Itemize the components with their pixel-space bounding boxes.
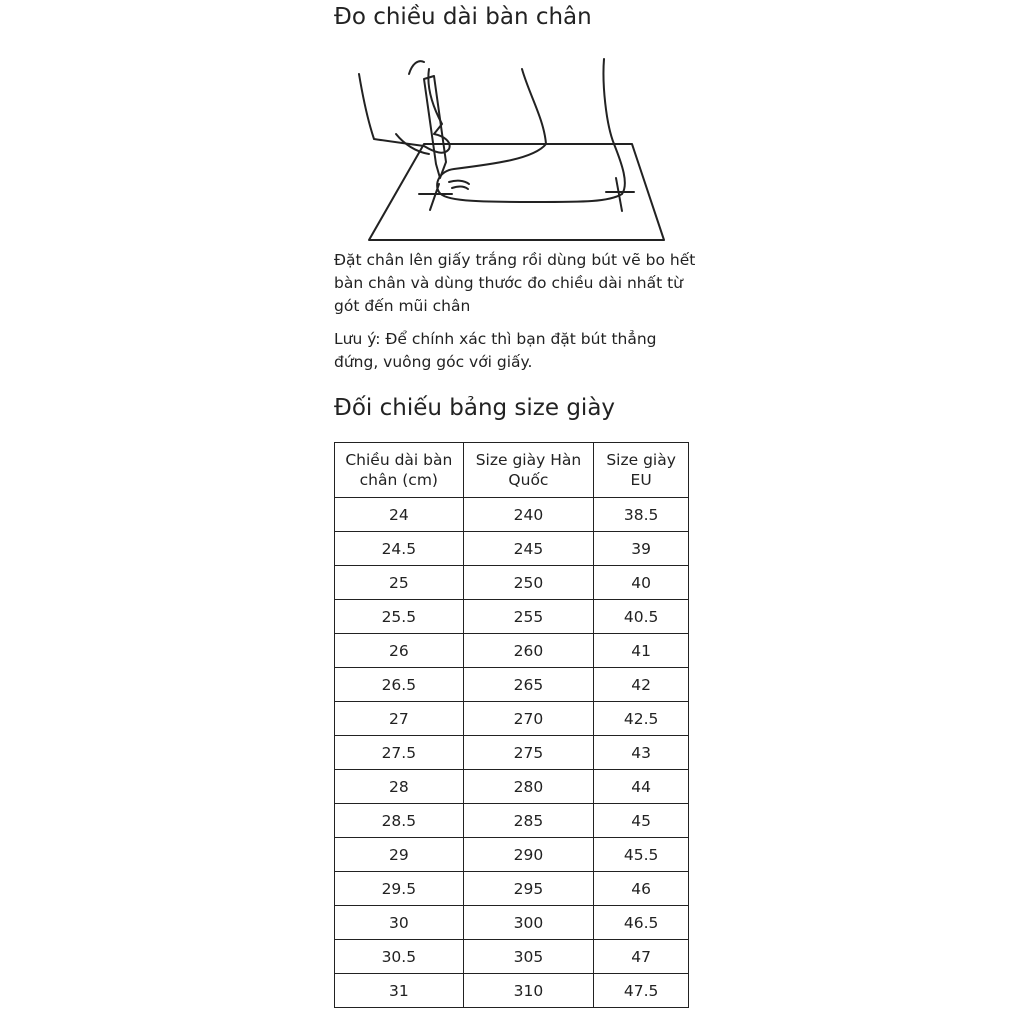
- header-foot-length: Chiều dài bàn chân (cm): [335, 443, 464, 498]
- table-row: [335, 804, 689, 838]
- cell-eu-size: 44: [594, 770, 689, 804]
- cell-korea-size: 260: [463, 634, 594, 668]
- cell-foot-length: 29: [335, 838, 464, 872]
- table-row: [335, 906, 689, 940]
- cell-eu-size: 43: [594, 736, 689, 770]
- header-korea-size: Size giày Hàn Quốc: [463, 443, 594, 498]
- table-row: [335, 566, 689, 600]
- cell-korea-size: 295: [463, 872, 594, 906]
- table-body: [335, 498, 689, 1008]
- cell-foot-length: 26: [335, 634, 464, 668]
- cell-eu-size: 40.5: [594, 600, 689, 634]
- table-row: [335, 634, 689, 668]
- table-row: [335, 668, 689, 702]
- cell-foot-length: 25.5: [335, 600, 464, 634]
- measure-note: Lưu ý: Để chính xác thì bạn đặt bút thẳng đứng, vuông góc với giấy.: [334, 330, 657, 371]
- cell-korea-size: 305: [463, 940, 594, 974]
- cell-eu-size: 47.5: [594, 974, 689, 1008]
- cell-eu-size: 46.5: [594, 906, 689, 940]
- cell-korea-size: 300: [463, 906, 594, 940]
- size-chart-table: [334, 442, 689, 1008]
- cell-korea-size: 290: [463, 838, 594, 872]
- cell-eu-size: 39: [594, 532, 689, 566]
- cell-foot-length: 31: [335, 974, 464, 1008]
- cell-foot-length: 27: [335, 702, 464, 736]
- table-row: [335, 702, 689, 736]
- cell-foot-length: 28.5: [335, 804, 464, 838]
- cell-eu-size: 42.5: [594, 702, 689, 736]
- table-row: [335, 498, 689, 532]
- table-row: [335, 974, 689, 1008]
- pen: [424, 76, 446, 178]
- table-row: [335, 940, 689, 974]
- table-row: [335, 872, 689, 906]
- table-row: [335, 770, 689, 804]
- cell-eu-size: 42: [594, 668, 689, 702]
- cell-foot-length: 30.5: [335, 940, 464, 974]
- hand-outline: [359, 69, 450, 153]
- cell-eu-size: 45.5: [594, 838, 689, 872]
- table-row: [335, 736, 689, 770]
- cell-korea-size: 275: [463, 736, 594, 770]
- cell-korea-size: 285: [463, 804, 594, 838]
- cell-korea-size: 245: [463, 532, 594, 566]
- cell-eu-size: 46: [594, 872, 689, 906]
- cell-korea-size: 270: [463, 702, 594, 736]
- size-chart-title: Đối chiếu bảng size giày: [334, 395, 616, 421]
- cell-korea-size: 250: [463, 566, 594, 600]
- cell-foot-length: 24: [335, 498, 464, 532]
- cell-eu-size: 47: [594, 940, 689, 974]
- foot-measuring-illustration: [354, 44, 694, 244]
- cell-korea-size: 240: [463, 498, 594, 532]
- cell-foot-length: 26.5: [335, 668, 464, 702]
- cell-foot-length: 24.5: [335, 532, 464, 566]
- cell-korea-size: 310: [463, 974, 594, 1008]
- header-eu-size: Size giày EU: [594, 443, 689, 498]
- cell-foot-length: 25: [335, 566, 464, 600]
- cell-korea-size: 280: [463, 770, 594, 804]
- measure-title: Đo chiều dài bàn chân: [334, 4, 592, 30]
- cell-eu-size: 45: [594, 804, 689, 838]
- cell-korea-size: 255: [463, 600, 594, 634]
- cell-eu-size: 38.5: [594, 498, 689, 532]
- cell-foot-length: 27.5: [335, 736, 464, 770]
- heel-mark: [606, 178, 634, 211]
- table-row: [335, 600, 689, 634]
- cell-foot-length: 28: [335, 770, 464, 804]
- cell-eu-size: 41: [594, 634, 689, 668]
- table-row: [335, 838, 689, 872]
- cell-foot-length: 30: [335, 906, 464, 940]
- foot-outline: [437, 59, 625, 202]
- measure-instruction: Đặt chân lên giấy trắng rồi dùng bút vẽ bo hết bàn chân và dùng thước đo chiều dài nhất từ gót đến mũi chân: [334, 251, 696, 315]
- table-row: [335, 532, 689, 566]
- cell-eu-size: 40: [594, 566, 689, 600]
- cell-foot-length: 29.5: [335, 872, 464, 906]
- cell-korea-size: 265: [463, 668, 594, 702]
- table-header-row: [335, 443, 689, 498]
